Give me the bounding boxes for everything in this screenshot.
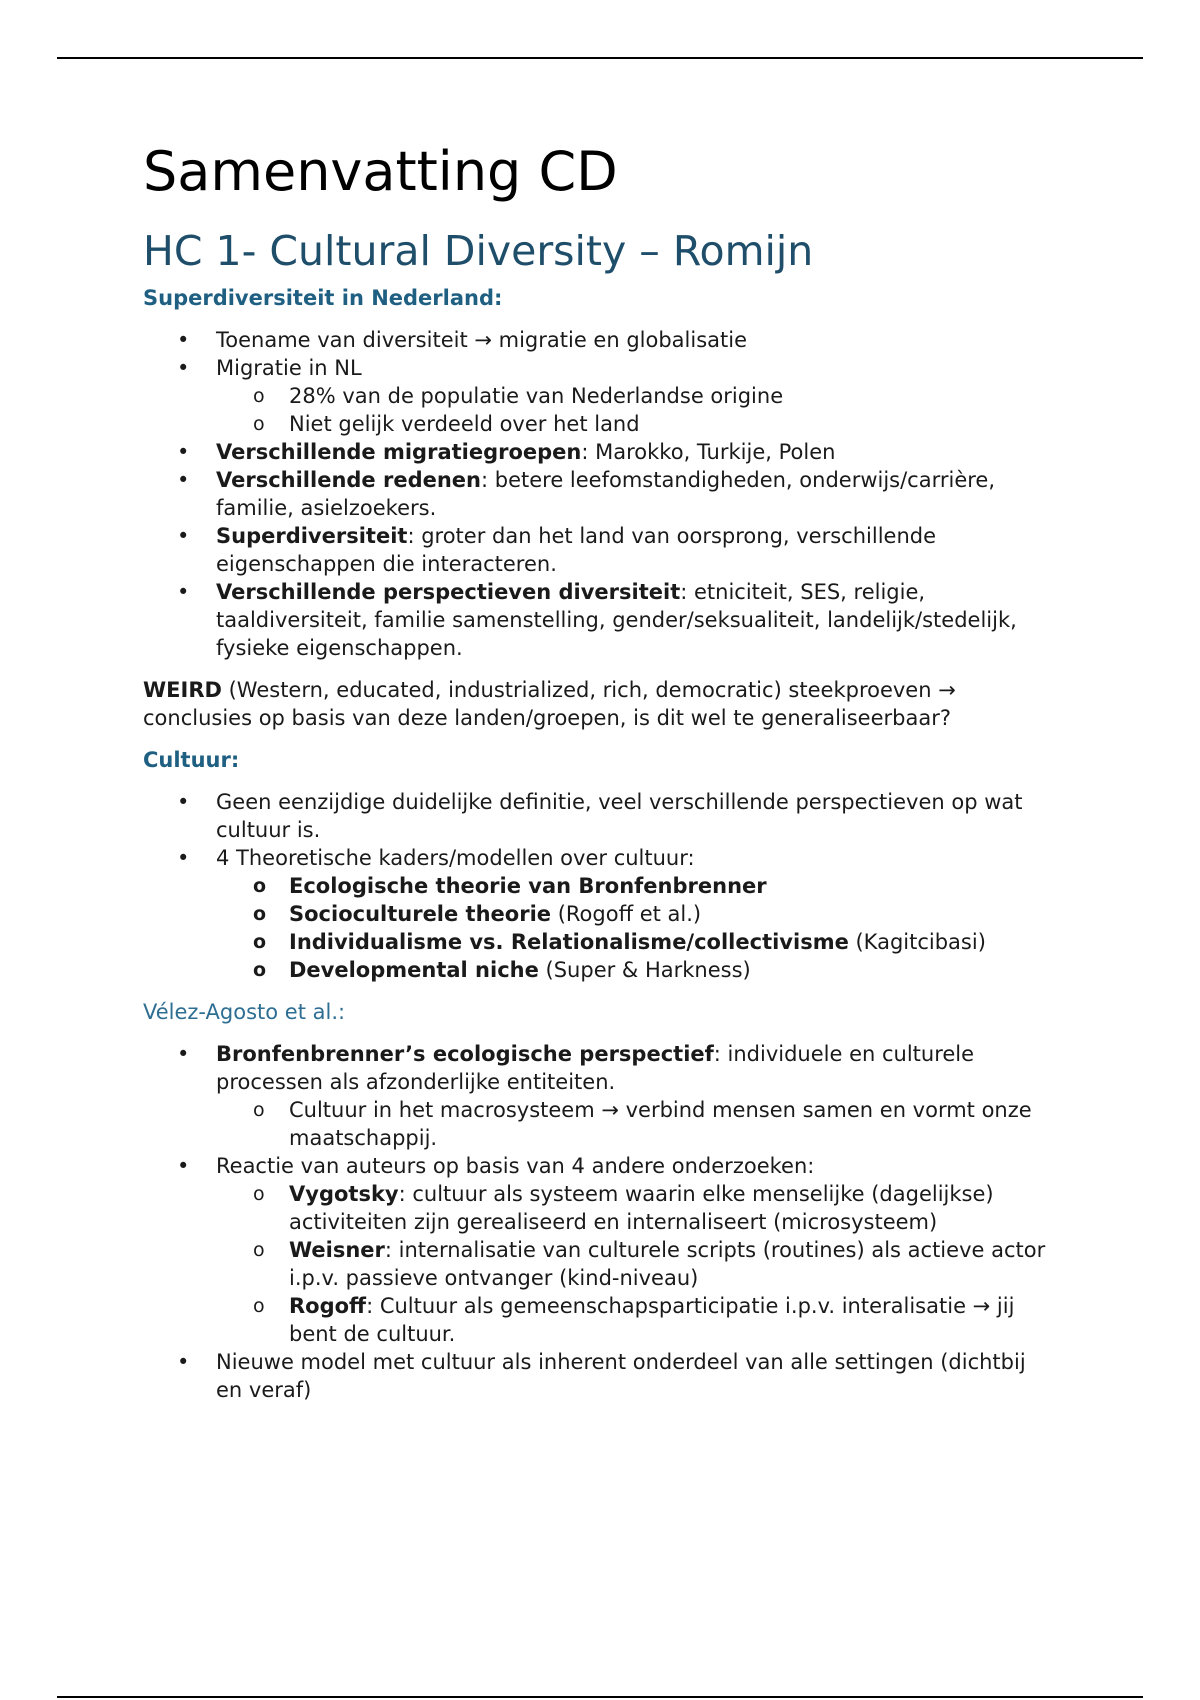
sub-bullet-icon: o bbox=[253, 959, 267, 981]
list-item bbox=[143, 1040, 1053, 1152]
bullet-icon: • bbox=[177, 790, 190, 814]
list-item-text: : groter dan het land van oorsprong, verschillende eigenschappen die interacteren. bbox=[216, 524, 937, 576]
list-item bbox=[143, 788, 1053, 844]
sub-bullet-icon: o bbox=[253, 385, 265, 407]
sub-list-item-text: : cultuur als systeem waarin elke menselijke (dagelijkse) activiteiten zijn gerealiseerd en internaliseert (microsysteem) bbox=[289, 1182, 994, 1234]
list-item-text: : Marokko, Turkije, Polen bbox=[581, 440, 836, 464]
bullet-icon: • bbox=[177, 846, 190, 870]
culture-heading: Cultuur: bbox=[143, 748, 240, 772]
sub-list-item-term: Weisner bbox=[289, 1238, 385, 1262]
sub-list bbox=[216, 872, 1053, 984]
sub-bullet-icon: o bbox=[253, 903, 267, 925]
list-item-text: : individuele en culturele processen als afzonderlijke entiteiten. bbox=[216, 1042, 975, 1094]
velez-agosto-heading: Vélez-Agosto et al.: bbox=[143, 1000, 346, 1024]
culture-list bbox=[143, 788, 1053, 984]
bullet-icon: • bbox=[177, 356, 190, 380]
list-item-text: : betere leefomstandigheden, onderwijs/carrière, familie, asielzoekers. bbox=[216, 468, 996, 520]
bullet-icon: • bbox=[177, 440, 190, 464]
sub-list-item bbox=[216, 1180, 1053, 1236]
bullet-icon: • bbox=[177, 580, 190, 604]
sub-bullet-icon: o bbox=[253, 413, 265, 435]
sub-list-item bbox=[216, 1292, 1053, 1348]
list-item-text: Geen eenzijdige duidelijke definitie, veel verschillende perspectieven op wat cultuur is. bbox=[216, 790, 1023, 842]
sub-list-item bbox=[216, 1096, 1053, 1152]
list-item-term: Bronfenbrenner’s ecologische perspectief bbox=[216, 1042, 714, 1066]
bullet-icon: • bbox=[177, 1042, 190, 1066]
superdiversity-list bbox=[143, 326, 1053, 662]
sub-list-item bbox=[216, 1236, 1053, 1292]
list-item-term: Verschillende migratiegroepen bbox=[216, 440, 582, 464]
list-item-term: Verschillende perspectieven diversiteit bbox=[216, 580, 681, 604]
sub-bullet-icon: o bbox=[253, 875, 267, 897]
bullet-icon: • bbox=[177, 328, 190, 352]
sub-list bbox=[216, 382, 1053, 438]
sub-list-item-text: : Cultuur als gemeenschapsparticipatie i.p.v. interalisatie → jij bent de cultuur. bbox=[289, 1294, 1015, 1346]
superdiversity-heading: Superdiversiteit in Nederland: bbox=[143, 286, 503, 310]
list-item bbox=[143, 578, 1053, 662]
list-item bbox=[143, 326, 1053, 354]
sub-list-item-text: : internalisatie van culturele scripts (routines) als actieve actor i.p.v. passieve ontvanger (kind-niveau) bbox=[289, 1238, 1046, 1290]
weird-term: WEIRD bbox=[143, 678, 222, 702]
section-title: HC 1- Cultural Diversity – Romijn bbox=[143, 227, 814, 275]
sub-list bbox=[216, 1096, 1053, 1152]
weird-paragraph bbox=[143, 676, 1053, 732]
header-rule bbox=[57, 57, 1143, 59]
list-item-text: Reactie van auteurs op basis van 4 andere onderzoeken: bbox=[216, 1154, 815, 1178]
weird-text: (Western, educated, industrialized, rich, democratic) steekproeven → conclusies op basis van deze landen/groepen, is dit wel te generaliseerbaar? bbox=[143, 678, 956, 730]
sub-list-item-text: (Rogoff et al.) bbox=[551, 902, 702, 926]
sub-list-item-term: Developmental niche bbox=[289, 958, 539, 982]
sub-list-item-term: Socioculturele theorie bbox=[289, 902, 552, 926]
list-item-term: Verschillende redenen bbox=[216, 468, 481, 492]
sub-list-item-text: Cultuur in het macrosysteem → verbind mensen samen en vormt onze maatschappij. bbox=[289, 1098, 1032, 1150]
sub-list-item bbox=[216, 900, 1053, 928]
sub-list-item bbox=[216, 956, 1053, 984]
list-item-text: Nieuwe model met cultuur als inherent onderdeel van alle settingen (dichtbij en veraf) bbox=[216, 1350, 1026, 1402]
sub-list-item-term: Rogoff bbox=[289, 1294, 367, 1318]
bullet-icon: • bbox=[177, 1350, 190, 1374]
sub-list-item-text: (Kagitcibasi) bbox=[848, 930, 986, 954]
list-item-text: : etniciteit, SES, religie, taaldiversiteit, familie samenstelling, gender/seksualiteit, landelijk/stedelijk, fysieke eigenschappen. bbox=[216, 580, 1017, 660]
list-item bbox=[143, 1348, 1053, 1404]
sub-list-item-text: 28% van de populatie van Nederlandse origine bbox=[289, 384, 784, 408]
velez-agosto-list bbox=[143, 1040, 1053, 1404]
sub-list-item-term: Ecologische theorie van Bronfenbrenner bbox=[289, 874, 767, 898]
sub-bullet-icon: o bbox=[253, 1183, 265, 1205]
sub-list-item-text: (Super & Harkness) bbox=[538, 958, 751, 982]
list-item-text: 4 Theoretische kaders/modellen over cultuur: bbox=[216, 846, 695, 870]
sub-list-item-term: Individualisme vs. Relationalisme/collectivisme bbox=[289, 930, 849, 954]
sub-list-item bbox=[216, 872, 1053, 900]
sub-bullet-icon: o bbox=[253, 931, 267, 953]
bullet-icon: • bbox=[177, 524, 190, 548]
sub-list-item-text: Niet gelijk verdeeld over het land bbox=[289, 412, 640, 436]
sub-bullet-icon: o bbox=[253, 1099, 265, 1121]
document-title: Samenvatting CD bbox=[143, 140, 618, 203]
list-item bbox=[143, 522, 1053, 578]
list-item bbox=[143, 1152, 1053, 1348]
list-item-text: Migratie in NL bbox=[216, 356, 362, 380]
document-body bbox=[143, 140, 1053, 1418]
sub-bullet-icon: o bbox=[253, 1239, 265, 1261]
list-item-term: Superdiversiteit bbox=[216, 524, 408, 548]
sub-bullet-icon: o bbox=[253, 1295, 265, 1317]
list-item-text: Toename van diversiteit → migratie en globalisatie bbox=[216, 328, 747, 352]
sub-list-item bbox=[216, 410, 1053, 438]
bullet-icon: • bbox=[177, 468, 190, 492]
sub-list-item bbox=[216, 382, 1053, 410]
footer-rule bbox=[57, 1696, 1143, 1698]
sub-list-item bbox=[216, 928, 1053, 956]
sub-list-item-term: Vygotsky bbox=[289, 1182, 399, 1206]
list-item bbox=[143, 438, 1053, 466]
bullet-icon: • bbox=[177, 1154, 190, 1178]
sub-list bbox=[216, 1180, 1053, 1348]
list-item bbox=[143, 354, 1053, 438]
list-item bbox=[143, 844, 1053, 984]
list-item bbox=[143, 466, 1053, 522]
